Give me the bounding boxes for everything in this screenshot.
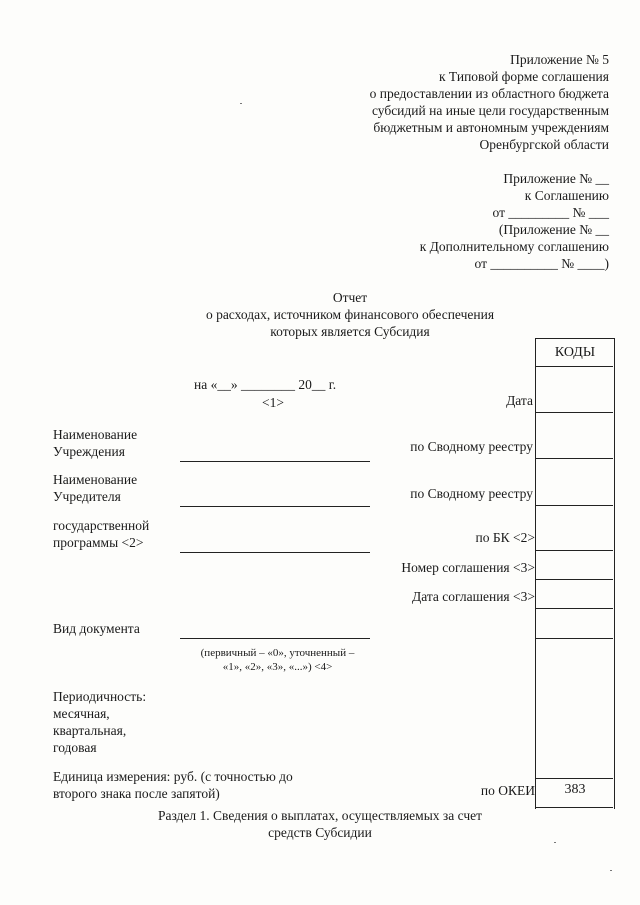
document-type-field[interactable] — [180, 638, 370, 639]
header-line: к Типовой форме соглашения — [439, 69, 609, 84]
codes-row-line — [535, 638, 613, 639]
label-registry-founder: по Сводному реестру — [410, 486, 533, 501]
codes-row-line — [535, 458, 613, 459]
label-agreement-number: Номер соглашения <3> — [401, 560, 535, 575]
codes-row-line — [535, 412, 613, 413]
appendix-line: к Соглашению — [524, 188, 609, 203]
title-line: Отчет — [332, 290, 368, 305]
label-okei: по ОКЕИ — [480, 783, 535, 798]
codes-row-line — [535, 807, 613, 808]
program-name-field[interactable] — [180, 552, 370, 553]
header-line: Приложение № 5 — [510, 52, 609, 67]
scan-speck — [554, 842, 556, 843]
codes-row-line — [535, 579, 613, 580]
label-unit: Единица измерения: руб. (с точностью до второго знака после запятой) — [53, 769, 293, 801]
label-date: Дата — [506, 393, 533, 408]
report-date: на «__» ________ 20__ г. — [194, 377, 337, 392]
appendix-line: (Приложение № __ — [498, 222, 609, 237]
codes-column — [535, 338, 615, 809]
header-line: бюджетным и автономным учреждениям — [373, 120, 609, 135]
codes-header: КОДЫ — [554, 345, 596, 360]
appendix-line: от _________ № ___ — [492, 205, 609, 220]
label-document-type: Вид документа — [53, 621, 140, 636]
label-founder: Наименование Учредителя — [53, 472, 138, 504]
section-heading: Раздел 1. Сведения о выплатах, осуществляемых за счет средств Субсидии — [157, 808, 483, 840]
label-bk: по БК <2> — [475, 530, 535, 545]
label-program: государственной программы <2> — [53, 518, 150, 550]
scan-speck — [240, 103, 242, 104]
header-line: субсидий на иные цели государственным — [371, 103, 609, 118]
codes-row-line — [535, 550, 613, 551]
appendix-line: Приложение № __ — [503, 171, 609, 186]
scan-speck — [610, 870, 612, 871]
label-periodicity: Периодичность: месячная, квартальная, годовая — [53, 689, 147, 755]
document-type-note: (первичный – «0», уточненный – «1», «2», «3», «...») <4> — [200, 647, 355, 673]
codes-row-line — [535, 608, 613, 609]
label-registry-institution: по Сводному реестру — [410, 439, 533, 454]
codes-row-line — [535, 366, 613, 367]
codes-row-line — [535, 778, 613, 779]
appendix-line: от __________ № ____) — [474, 256, 609, 271]
header-block — [249, 51, 609, 153]
label-institution: Наименование Учреждения — [53, 427, 138, 459]
appendix-block — [309, 170, 609, 272]
report-date-note: <1> — [262, 395, 284, 410]
codes-row-line — [535, 505, 613, 506]
header-line: о предоставлении из областного бюджета — [369, 86, 609, 101]
title-line: о расходах, источником финансового обеспечения — [205, 307, 495, 322]
title-line: которых является Субсидия — [270, 324, 430, 339]
header-line: Оренбургской области — [479, 137, 609, 152]
institution-name-field[interactable] — [180, 461, 370, 462]
report-title — [150, 289, 550, 340]
label-agreement-date: Дата соглашения <3> — [411, 589, 535, 604]
okei-code-value: 383 — [564, 782, 586, 797]
founder-name-field[interactable] — [180, 506, 370, 507]
appendix-line: к Дополнительному соглашению — [419, 239, 609, 254]
